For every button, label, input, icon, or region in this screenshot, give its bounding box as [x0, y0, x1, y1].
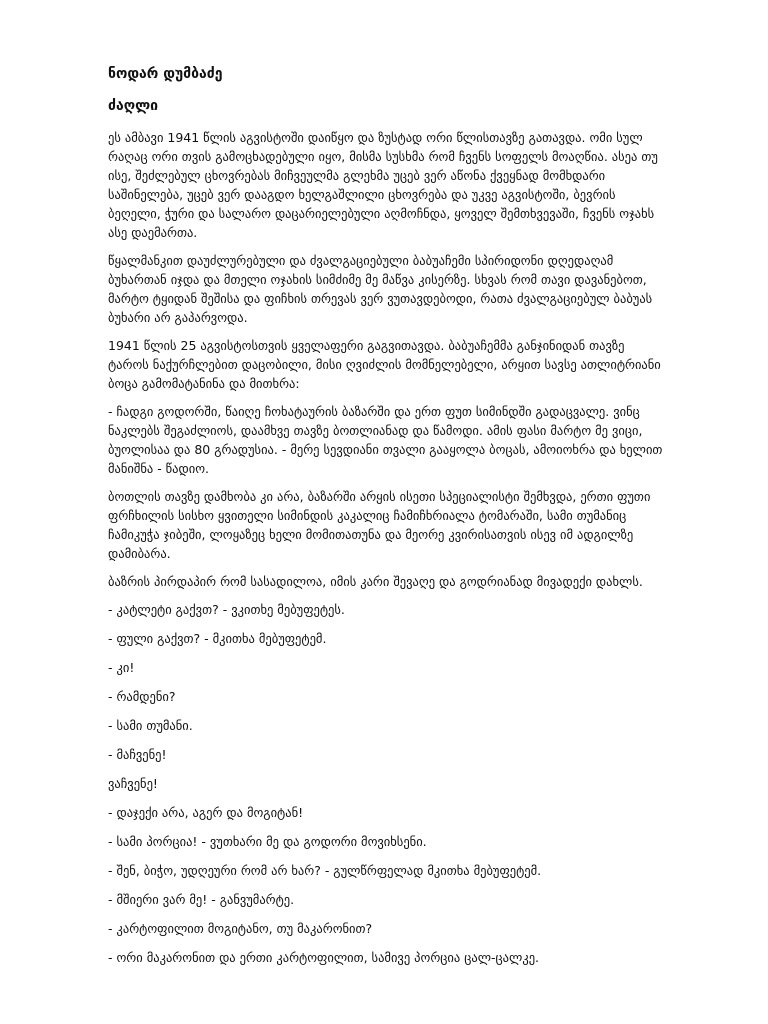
author-name: ნოდარ დუმბაძე	[108, 66, 223, 82]
paragraph: ბაზრის პირდაპირ რომ სასადილოა, იმის კარი შევაღე და გოდრიანად მივადექი დახლს.	[108, 574, 643, 589]
dialogue-line: - ფული გაქვთ? - მკითხა მებუფეტემ.	[108, 631, 327, 646]
dialogue-line: - მაჩვენე!	[108, 747, 167, 762]
paragraph: - ჩადგი გოდორში, წაიღე ჩოხატაურის ბაზარში და ერთ ფუთ სიმინდში გადაცვალე. ვინც ნაკლებს შეგაძლიოს, დაამხვე თავზე ბოთლიანად და წამოდი. ამის ფასი მარტო მე ვიცი, ბუოლისაა და 80 გრადუსია. - მერე სევდიანი თვალი გააყოლა ბოცას, ამოიოხრა და ხელით მანიშნა - წადიო.	[108, 404, 663, 476]
paragraph: ბოთლის თავზე დამხობა კი არა, ბაზარში არყის ისეთი სპეციალისტი შემხვდა, ერთი ფუთი ფრჩხილის სისხო ყვითელი სიმინდის კაკალიც ჩამიჩხრიალა ტომარაში, სამი თუმანიც ჩამიკუჭა ჯიბეში, ლოყაზეც ხელი მომითათუნა და მეორე კვირისათვის ისევ იმ ადგილზე დამიბარა.	[108, 489, 651, 561]
dialogue-line: - კარტოფილით მოგიტანო, თუ მაკარონით?	[108, 921, 373, 936]
paragraph: ეს ამბავი 1941 წლის აგვისტოში დაიწყო და ზუსტად ორი წლისთავზე გათავდა. ომი სულ რაღაც ორი თვის გამოცხადებული იყო, მისმა სუსხმა რომ ჩვენს სოფელს მოაღწია. ასეა თუ ისე, შეძლებულ ცხოვრებას მიჩვეულმა გლეხმა უცებ ვერ აწონა ქვეყნად მომხდარი საშინელება, უცებ ვერ დააგდო ხელგაშლილი ცხოვრება და უკვე აგვისტოში, ბევრის ბეღელი, ჭური და სალარო დაცარიელებული აღმოჩნდა, ყოველ შემთხვევაში, ჩვენს ოჯახს ასე დაემართა.	[108, 130, 658, 240]
dialogue-line: - სამი თუმანი.	[108, 718, 193, 733]
dialogue-line: - ორი მაკარონით და ერთი კარტოფილით, სამივე პორცია ცალ-ცალკე.	[108, 950, 540, 965]
paragraph: 1941 წლის 25 აგვისტოსთვის ყველაფერი გაგვითავდა. ბაბუაჩემმა განჯინიდან თავზე ტაროს ნაქურჩლებით დაცობილი, მისი ღვიძლის მომნელებელი, არყით სავსე ათლიტრიანი ბოცა გამომატანინა და მითხრა:	[108, 338, 661, 391]
dialogue-line: - კი!	[108, 660, 135, 675]
paragraph: წყალმანკით დაუძლურებული და ძვალგაციებული ბაბუაჩემი სპირიდონი დღედაღამ ბუხართან იჯდა და მთელი ოჯახის სიმძიმე მე მაწვა კისერზე. სხვას რომ თავი დავანებოთ, მარტო ტყიდან შეშისა და ფიჩხის თრევას ვერ ვუთავდებოდი, რათა ძვალგაციებულ ბაბუას ბუხარი არ გაპარვოდა.	[108, 253, 653, 325]
dialogue-line: - კატლეტი გაქვთ? - ვკითხე მებუფეტეს.	[108, 602, 345, 617]
dialogue-line: - მშიერი ვარ მე! - განვუმარტე.	[108, 892, 295, 907]
dialogue-line: - შენ, ბიჭო, უდღეური რომ არ ხარ? - გულწრფელად მკითხა მებუფეტემ.	[108, 863, 542, 878]
document-page	[108, 64, 668, 977]
dialogue-line: ვაჩვენე!	[108, 776, 158, 791]
dialogue-line: - რამდენი?	[108, 689, 176, 704]
dialogue-line: - დაჯექი არა, აგერ და მოგიტან!	[108, 805, 304, 820]
story-title: ძაღლი	[108, 98, 159, 114]
dialogue-line: - სამი პორცია! - ვუთხარი მე და გოდორი მოვიხსენი.	[108, 834, 427, 849]
